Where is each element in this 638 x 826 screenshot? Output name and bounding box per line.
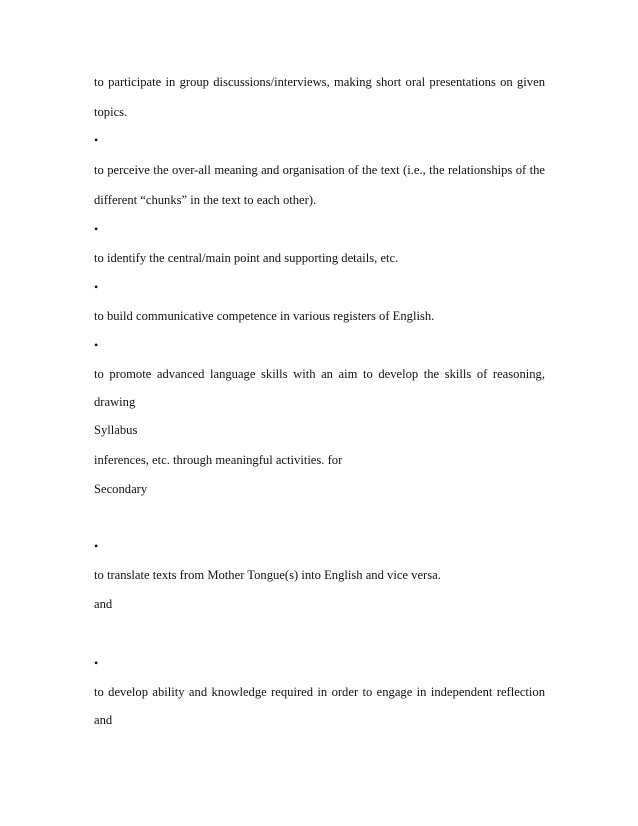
text-line: inferences, etc. through meaningful activities. for xyxy=(94,453,343,467)
text-line: and xyxy=(94,713,113,727)
text-line: to build communicative competence in various registers of English. xyxy=(94,309,435,323)
bullet: • xyxy=(94,338,99,352)
text-line: drawing xyxy=(94,395,136,409)
bullet: • xyxy=(94,656,99,670)
text-line: different “chunks” in the text to each other). xyxy=(94,193,317,207)
bullet: • xyxy=(94,280,99,294)
text-line: Syllabus xyxy=(94,423,138,437)
text-line: topics. xyxy=(94,105,128,119)
text-line: to promote advanced language skills with an aim to develop the skills of reasoning, xyxy=(94,367,545,381)
text-line: to identify the central/main point and supporting details, etc. xyxy=(94,251,399,265)
bullet: • xyxy=(94,133,99,147)
text-line: to translate texts from Mother Tongue(s) into English and vice versa. xyxy=(94,568,441,582)
bullet: • xyxy=(94,539,99,553)
text-line: and xyxy=(94,597,113,611)
bullet: • xyxy=(94,222,99,236)
text-line: to perceive the over-all meaning and organisation of the text (i.e., the relationships of the xyxy=(94,163,545,177)
text-line: to participate in group discussions/interviews, making short oral presentations on given xyxy=(94,75,545,89)
text-line: to develop ability and knowledge required in order to engage in independent reflection xyxy=(94,685,545,699)
text-line: Secondary xyxy=(94,482,148,496)
